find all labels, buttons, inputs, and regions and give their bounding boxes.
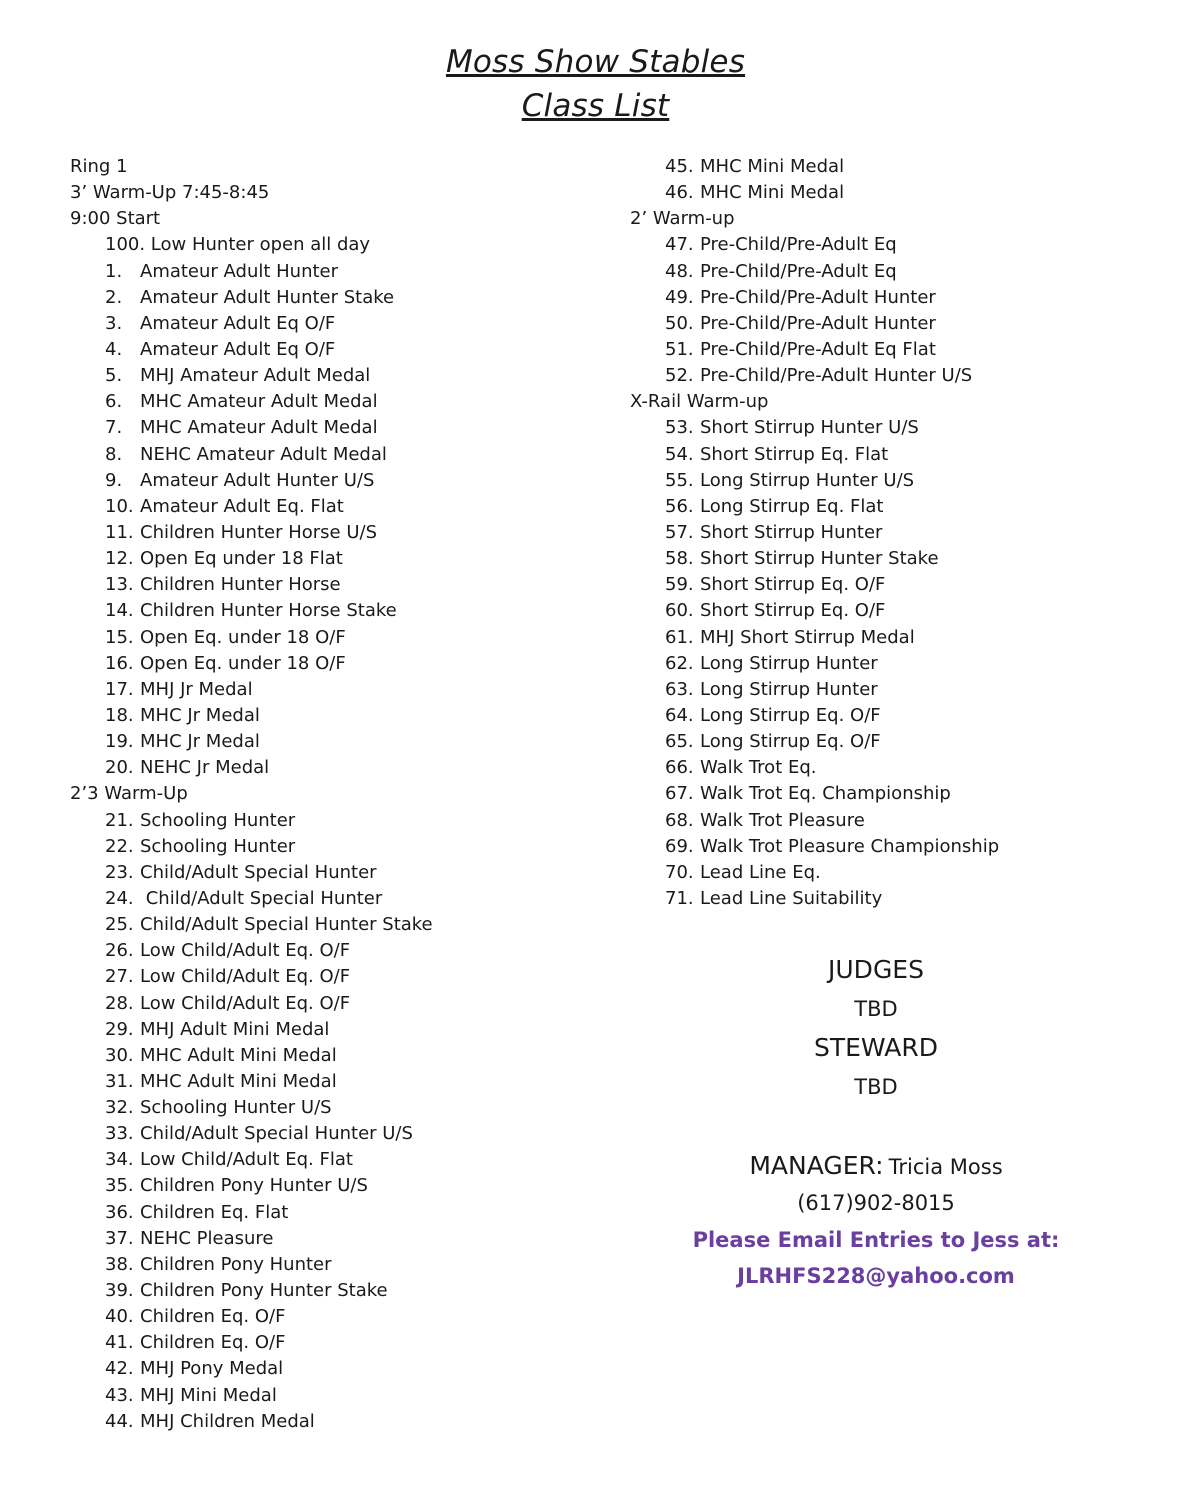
class-name: MHJ Amateur Adult Medal (140, 365, 371, 387)
class-item (630, 860, 1170, 886)
class-name: NEHC Jr Medal (140, 757, 270, 779)
class-number: 10. (105, 495, 134, 517)
class-item (70, 860, 610, 886)
class-number: 39. (105, 1280, 134, 1302)
steward-value: TBD (854, 1075, 898, 1099)
class-number: 15. (105, 626, 134, 648)
class-name: Amateur Adult Hunter U/S (140, 469, 375, 491)
class-number: 53. (665, 417, 694, 439)
class-name: Long Stirrup Hunter U/S (700, 469, 915, 491)
class-number: 48. (665, 260, 694, 282)
class-name: Schooling Hunter (140, 835, 296, 857)
class-name: Short Stirrup Hunter (700, 521, 883, 543)
class-number: 44. (105, 1410, 134, 1432)
class-name: Lead Line Suitability (700, 887, 883, 909)
class-name: MHC Jr Medal (140, 731, 260, 753)
class-name: Walk Trot Pleasure (700, 809, 865, 831)
class-number: 12. (105, 548, 134, 570)
class-number: 64. (665, 704, 694, 726)
class-item (70, 834, 610, 860)
class-name: Long Stirrup Eq. Flat (700, 495, 884, 517)
document-subtitle: Class List (521, 88, 670, 124)
class-item (70, 337, 610, 363)
class-number: 21. (105, 809, 134, 831)
class-item (630, 729, 1170, 755)
class-number: 45. (665, 156, 694, 177)
class-name: Short Stirrup Eq. O/F (700, 600, 886, 622)
class-list-left-column (70, 154, 610, 1435)
class-number: 6. (105, 391, 123, 413)
class-number: 49. (665, 286, 694, 308)
class-number: 33. (105, 1123, 134, 1145)
class-number: 29. (105, 1018, 134, 1040)
class-item (70, 1173, 610, 1199)
class-name: Pre-Child/Pre-Adult Hunter U/S (700, 365, 973, 387)
class-number: 36. (105, 1201, 134, 1223)
class-item (70, 415, 610, 441)
class-item (630, 415, 1170, 441)
class-item (70, 1356, 610, 1382)
section2-class-list (70, 808, 610, 1435)
class-name: Amateur Adult Eq. Flat (140, 495, 344, 517)
class-number: 4. (105, 338, 123, 360)
class-number: 13. (105, 574, 134, 596)
class-item (630, 520, 1170, 546)
class-item (70, 494, 610, 520)
warmup-3ft-heading: 3’ Warm-Up 7:45-8:45 (70, 182, 270, 204)
section3-class-list (630, 232, 1170, 389)
class-name: MHJ Short Stirrup Medal (700, 626, 915, 648)
class-name: Pre-Child/Pre-Adult Eq Flat (700, 338, 936, 360)
class-number: 38. (105, 1253, 134, 1275)
class-name: Walk Trot Eq. Championship (700, 783, 951, 805)
class-item (630, 598, 1170, 624)
class-item (70, 912, 610, 938)
class-number: 32. (105, 1097, 134, 1119)
class-number: 68. (665, 809, 694, 831)
class-item (70, 442, 610, 468)
class-number: 16. (105, 652, 134, 674)
class-name: Long Stirrup Eq. O/F (700, 731, 881, 753)
class-number: 1. (105, 260, 123, 282)
class-number: 20. (105, 757, 134, 779)
class-item (630, 625, 1170, 651)
class-number: 35. (105, 1175, 134, 1197)
class-name: MHJ Jr Medal (140, 678, 253, 700)
class-name: Children Hunter Horse (140, 574, 341, 596)
class-item (70, 259, 610, 285)
class-name: Short Stirrup Eq. Flat (700, 443, 889, 465)
class-number: 60. (665, 600, 694, 622)
class-item (70, 468, 610, 494)
manager-name: Tricia Moss (888, 1155, 1003, 1179)
class-item (70, 1069, 610, 1095)
class-item (70, 677, 610, 703)
class-list-right-column (630, 154, 1170, 912)
class-number: 3. (105, 312, 123, 334)
class-number: 58. (665, 548, 694, 570)
class-item (630, 180, 1170, 206)
class-name: Walk Trot Pleasure Championship (700, 835, 1000, 857)
class-number: 43. (105, 1384, 134, 1406)
class-item (70, 1200, 610, 1226)
class-number: 8. (105, 443, 123, 465)
class-number: 34. (105, 1149, 134, 1171)
class-name: Pre-Child/Pre-Adult Eq (700, 234, 897, 256)
class-number: 22. (105, 835, 134, 857)
class-name: Schooling Hunter U/S (140, 1097, 332, 1119)
class-name: Long Stirrup Eq. O/F (700, 704, 881, 726)
class-name: Short Stirrup Eq. O/F (700, 574, 886, 596)
class-item (630, 232, 1170, 258)
class-name: MHJ Children Medal (140, 1410, 315, 1432)
class-name: MHC Adult Mini Medal (140, 1044, 337, 1066)
class-number: 67. (665, 783, 694, 805)
class-name: Open Eq. under 18 O/F (140, 652, 346, 674)
class-item (70, 285, 610, 311)
class-number: 41. (105, 1332, 134, 1354)
class-item (70, 1409, 610, 1435)
class-item (70, 572, 610, 598)
class-item (70, 389, 610, 415)
class-number: 70. (665, 861, 694, 883)
class-item (70, 1095, 610, 1121)
class-name: Children Hunter Horse Stake (140, 600, 397, 622)
class-item (70, 1121, 610, 1147)
class-name: Amateur Adult Eq O/F (140, 338, 336, 360)
class-item (630, 337, 1170, 363)
class-item (70, 1383, 610, 1409)
email-address: JLRHFS228@yahoo.com (737, 1264, 1015, 1288)
class-name: Open Eq under 18 Flat (140, 548, 343, 570)
class-number: 25. (105, 914, 134, 936)
class-name: Long Stirrup Hunter (700, 652, 878, 674)
class-name: MHJ Pony Medal (140, 1358, 284, 1380)
manager-line (640, 1151, 1112, 1180)
class-item (70, 886, 610, 912)
judges-value: TBD (854, 997, 898, 1021)
class-number: 63. (665, 678, 694, 700)
class-number: 17. (105, 678, 134, 700)
class-number: 56. (665, 495, 694, 517)
class-item (630, 703, 1170, 729)
class-name: MHJ Mini Medal (140, 1384, 277, 1406)
class-item (70, 1252, 610, 1278)
class-number: 23. (105, 861, 134, 883)
class-item (70, 1330, 610, 1356)
class-number: 9. (105, 469, 123, 491)
class-item (70, 1147, 610, 1173)
class-number: 57. (665, 521, 694, 543)
class-number: 61. (665, 626, 694, 648)
class-name: Pre-Child/Pre-Adult Hunter (700, 286, 936, 308)
class-name: MHC Adult Mini Medal (140, 1070, 337, 1092)
class-number: 5. (105, 365, 123, 387)
class-name: Long Stirrup Hunter (700, 678, 878, 700)
class-number: 65. (665, 731, 694, 753)
class-name: Children Pony Hunter U/S (140, 1175, 368, 1197)
class-name: Low Child/Adult Eq. O/F (140, 966, 351, 988)
class-name: Open Eq. under 18 O/F (140, 626, 346, 648)
class-number: 24. (105, 887, 134, 909)
class-item (70, 625, 610, 651)
class-number: 27. (105, 966, 134, 988)
class-name: Low Child/Adult Eq. O/F (140, 940, 351, 962)
class-item (630, 886, 1170, 912)
judges-label: JUDGES (828, 955, 924, 984)
class-item (70, 651, 610, 677)
class-item (70, 938, 610, 964)
class-number: 40. (105, 1306, 134, 1328)
class-name: Amateur Adult Hunter Stake (140, 286, 395, 308)
class-item (70, 964, 610, 990)
class-number: 66. (665, 757, 694, 779)
class-number: 54. (665, 443, 694, 465)
class-number: 62. (665, 652, 694, 674)
class-name: Child/Adult Special Hunter U/S (140, 1123, 413, 1145)
class-number: 7. (105, 417, 123, 439)
warmup-2ft3-heading: 2’3 Warm-Up (70, 783, 188, 805)
document-title: Moss Show Stables (445, 44, 746, 80)
class-number: 42. (105, 1358, 134, 1380)
class-name: Children Pony Hunter (140, 1253, 332, 1275)
class-number: 31. (105, 1070, 134, 1092)
ring-heading: Ring 1 (70, 156, 128, 177)
class-item (630, 259, 1170, 285)
section2-class-list-continued (630, 154, 1170, 206)
class-item (70, 1017, 610, 1043)
warmup-xrail-heading: X-Rail Warm-up (630, 391, 769, 413)
class-item (630, 651, 1170, 677)
steward-label: STEWARD (813, 1033, 938, 1062)
class-name: Pre-Child/Pre-Adult Hunter (700, 312, 936, 334)
class-item (630, 442, 1170, 468)
class-name: Schooling Hunter (140, 809, 296, 831)
class-name: Short Stirrup Hunter U/S (700, 417, 919, 439)
class-name: Short Stirrup Hunter Stake (700, 548, 939, 570)
class-name: MHC Amateur Adult Medal (140, 391, 378, 413)
class-number: 46. (665, 182, 694, 204)
class-number: 51. (665, 338, 694, 360)
class-name: MHC Amateur Adult Medal (140, 417, 378, 439)
class-item (70, 598, 610, 624)
class-item (630, 546, 1170, 572)
class-item (630, 311, 1170, 337)
class-item (630, 677, 1170, 703)
class-name: MHC Jr Medal (140, 704, 260, 726)
class-item (70, 546, 610, 572)
class-item (70, 520, 610, 546)
class-name: MHC Mini Medal (700, 182, 845, 204)
class-item (630, 363, 1170, 389)
class-name: Children Eq. O/F (140, 1332, 286, 1354)
class-name: Child/Adult Special Hunter (140, 861, 377, 883)
email-instructions: Please Email Entries to Jess at: (692, 1228, 1060, 1252)
class-number: 2. (105, 286, 123, 308)
class-number: 47. (665, 234, 694, 256)
class-item (70, 1043, 610, 1069)
class-name: MHC Mini Medal (700, 156, 845, 177)
class-name: NEHC Amateur Adult Medal (140, 443, 387, 465)
class-number: 55. (665, 469, 694, 491)
class-item (630, 494, 1170, 520)
class-item (630, 285, 1170, 311)
class-name: NEHC Pleasure (140, 1227, 274, 1249)
class-name: Children Eq. O/F (140, 1306, 286, 1328)
manager-label: MANAGER: (749, 1151, 884, 1180)
class-number: 14. (105, 600, 134, 622)
class-number: 69. (665, 835, 694, 857)
class-item (70, 991, 610, 1017)
class-name: Low Child/Adult Eq. Flat (140, 1149, 353, 1171)
warmup-2ft-heading: 2’ Warm-up (630, 208, 735, 230)
class-item (70, 311, 610, 337)
class-item (630, 834, 1170, 860)
section1-class-list (70, 259, 610, 782)
class-item (630, 572, 1170, 598)
class-name: MHJ Adult Mini Medal (140, 1018, 330, 1040)
class-name: Amateur Adult Eq O/F (140, 312, 336, 334)
class-name: Children Hunter Horse U/S (140, 521, 378, 543)
class-number: 30. (105, 1044, 134, 1066)
class-number: 50. (665, 312, 694, 334)
class-name: Child/Adult Special Hunter (140, 887, 383, 909)
class-item (70, 729, 610, 755)
class-number: 59. (665, 574, 694, 596)
class-item (630, 781, 1170, 807)
class-number: 52. (665, 365, 694, 387)
class-item (70, 755, 610, 781)
class-item (630, 755, 1170, 781)
class-item (70, 703, 610, 729)
class-item (70, 808, 610, 834)
open-all-day-class: 100. Low Hunter open all day (105, 234, 371, 256)
class-number: 11. (105, 521, 134, 543)
class-name: Children Eq. Flat (140, 1201, 289, 1223)
class-item (70, 1226, 610, 1252)
class-item (70, 1304, 610, 1330)
class-name: Children Pony Hunter Stake (140, 1280, 388, 1302)
start-time-heading: 9:00 Start (70, 208, 161, 230)
class-number: 37. (105, 1227, 134, 1249)
class-name: Lead Line Eq. (700, 861, 821, 883)
class-item (70, 363, 610, 389)
class-name: Child/Adult Special Hunter Stake (140, 914, 433, 936)
section4-class-list (630, 415, 1170, 912)
class-item (630, 154, 1170, 180)
class-name: Amateur Adult Hunter (140, 260, 339, 282)
class-name: Walk Trot Eq. (700, 757, 817, 779)
class-name: Pre-Child/Pre-Adult Eq (700, 260, 897, 282)
class-item (70, 1278, 610, 1304)
class-number: 18. (105, 704, 134, 726)
class-item (630, 808, 1170, 834)
class-number: 19. (105, 731, 134, 753)
class-item (630, 468, 1170, 494)
class-number: 71. (665, 887, 694, 909)
class-name: Low Child/Adult Eq. O/F (140, 992, 351, 1014)
class-number: 26. (105, 940, 134, 962)
class-number: 28. (105, 992, 134, 1014)
manager-phone: (617)902-8015 (797, 1191, 955, 1215)
